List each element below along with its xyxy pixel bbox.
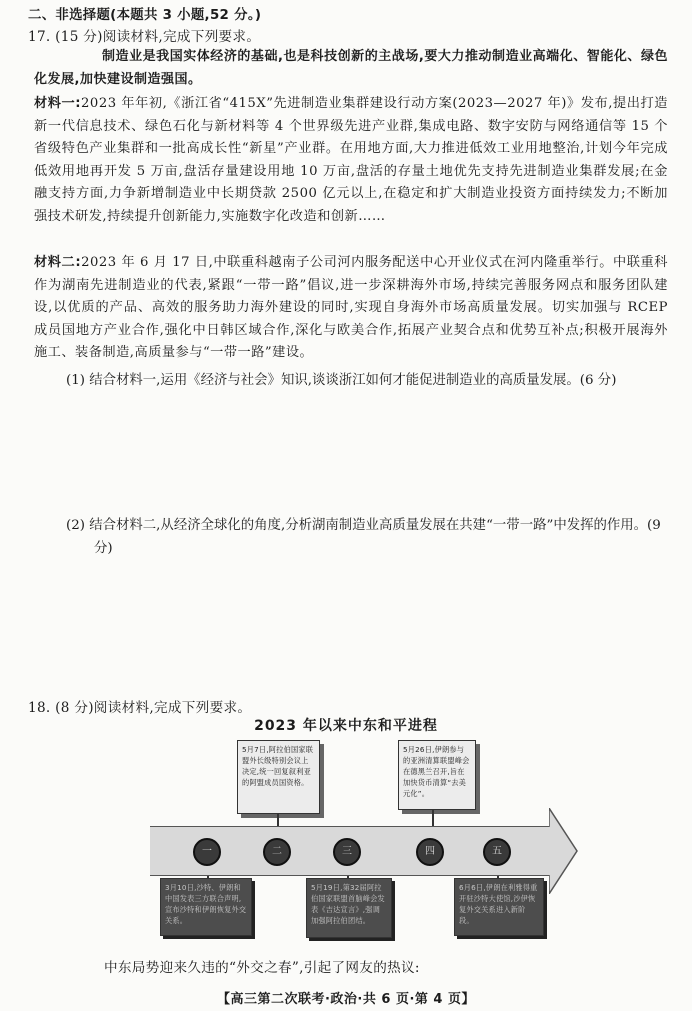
timeline-node-4: 四 bbox=[416, 838, 444, 866]
timeline-node-5: 五 bbox=[483, 838, 511, 866]
arrow-head-icon bbox=[549, 808, 579, 894]
timeline-event-may26: 5月26日,伊朗参与的亚洲清算联盟峰会在德黑兰召开,旨在加快货币清算“去美元化”。 bbox=[398, 740, 476, 810]
q18-closing: 中东局势迎来久违的“外交之春”,引起了网友的热议: bbox=[104, 960, 420, 976]
q18-header: 18. (8 分)阅读材料,完成下列要求。 bbox=[28, 700, 252, 716]
timeline-node-1: 一 bbox=[193, 838, 221, 866]
timeline-event-may7: 5月7日,阿拉伯国家联盟外长级特别会议上决定,统一回复叙利亚的阿盟成员国资格。 bbox=[237, 740, 320, 814]
timeline-event-jun6: 6月6日,伊朗在利雅得重开驻沙特大使馆,沙伊恢复外交关系进入新阶段。 bbox=[454, 878, 544, 936]
q17-header: 17. (15 分)阅读材料,完成下列要求。 bbox=[28, 29, 261, 45]
q17-material1 bbox=[34, 93, 668, 229]
q17-material2 bbox=[34, 252, 668, 365]
timeline-title: 2023 年以来中东和平进程 bbox=[254, 718, 438, 734]
page-footer: 【高三第二次联考·政治·共 6 页·第 4 页】 bbox=[216, 992, 475, 1007]
material2-text: 2023 年 6 月 17 日,中联重科越南子公司河内服务配送中心开业仪式在河内隆重举行。中联重科作为湖南先进制造业的代表,紧跟“一带一路”倡议,进一步深耕海外市场,持续完善服务网点和服务团队建设,以优质的产品、高效的服务助力海外建设的同时,实现自身海外市场高质量发展。切实加强与 RCEP 成员国地方产业合作,强化中日韩区域合作,深化与欧美合作,拓展产业契合点和优势互补点;积极开展海外施工、装备制造,高质量参与“一带一路”建设。 bbox=[34, 255, 668, 361]
timeline-event-may19: 5月19日,第32届阿拉伯国家联盟首脑峰会发表《吉达宣言》,强调加强阿拉伯团结。 bbox=[306, 878, 392, 938]
timeline-event-mar10: 3月10日,沙特、伊朗和中国发表三方联合声明,宣布沙特和伊朗恢复外交关系。 bbox=[160, 878, 252, 936]
section-heading: 二、非选择题(本题共 3 小题,52 分。) bbox=[28, 8, 262, 23]
material2-label: 材料二: bbox=[34, 255, 82, 270]
material1-text: 2023 年年初,《浙江省“415X”先进制造业集群建设行动方案(2023—2027 年)》发布,提出打造新一代信息技术、绿色石化与新材料等 4 个世界级先进产业群,集成电路、数字安防与网络通信等 15 个省级特色产业集群和一批高成长性“新星”产业群。在用地方面,大力推进低效工业用地整治,计划今年完成低效用地再开发 5 万亩,盘活存量建设用地 10 万亩,盘活的存量土地优先支持先进制造业集群发展;在金融支持方面,力争新增制造业中长期贷款 2500 亿元以上,在稳定和扩大制造业投资方面持续发力;不断加强技术研发,持续提升创新能力,实施数字化改造和创新…… bbox=[34, 96, 668, 224]
q17-sub2: (2) 结合材料二,从经济全球化的角度,分析湖南制造业高质量发展在共建“一带一路”中发挥的作用。(9 分) bbox=[66, 518, 661, 556]
material1-label: 材料一: bbox=[34, 96, 82, 111]
timeline-node-3: 三 bbox=[333, 838, 361, 866]
q17-sub1: (1) 结合材料一,运用《经济与社会》知识,谈谈浙江如何才能促进制造业的高质量发展。(6 分) bbox=[66, 373, 617, 388]
q17-intro: 制造业是我国实体经济的基础,也是科技创新的主战场,要大力推动制造业高端化、智能化、绿色化发展,加快建设制造强国。 bbox=[34, 49, 668, 87]
timeline-node-2: 二 bbox=[263, 838, 291, 866]
